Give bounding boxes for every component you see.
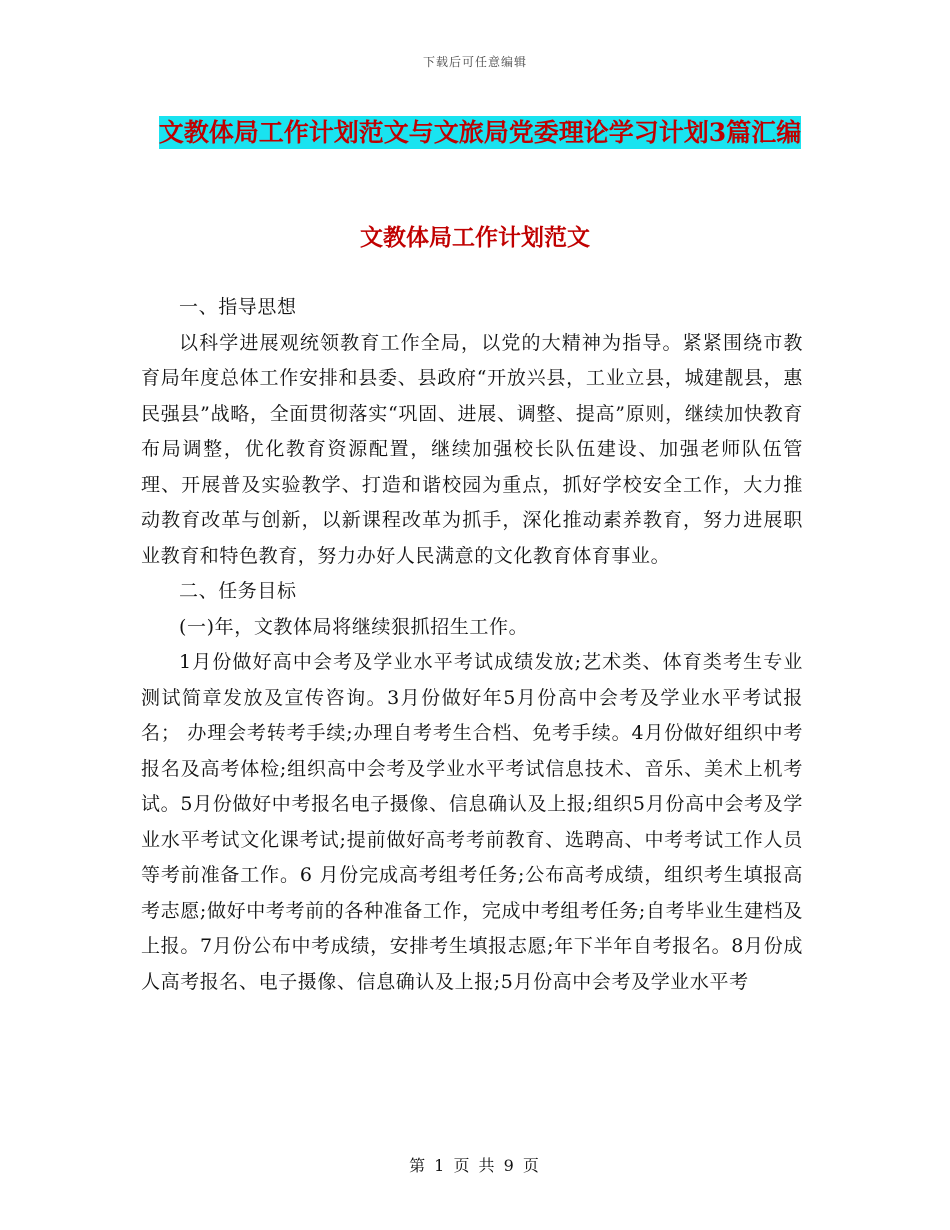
paragraph-heading-2: 二、任务目标 xyxy=(179,580,297,602)
page-header-note: 下载后可任意编辑 xyxy=(422,55,527,69)
section-title: 文教体局工作计划范文 xyxy=(360,224,590,251)
document-title xyxy=(150,108,810,158)
body-text xyxy=(141,290,803,1000)
paragraph: 以科学进展观统领教育工作全局，以党的大精神为指导。紧紧围绕市教育局年度总体工作安排和县委、县政府“开放兴县，工业立县，城建靓县，惠民强县”战略，全面贯彻落实“巩固、进展、调整、提高”原则，继续加快教育布局调整，优化教育资源配置，继续加强校长队伍建设、加强老师队伍管理、开展普及实验教学、打造和谐校园为重点，抓好学校安全工作，大力推动教育改革与创新，以新课程改革为抓手，深化推动素养教育，努力进展职业教育和特色教育，努力办好人民满意的文化教育体育事业。 xyxy=(141,331,803,567)
document-title-text: 文教体局工作计划范文与文旅局党委理论学习计划3篇汇编 xyxy=(158,118,802,147)
paragraph: (一)年，文教体局将继续狠抓招生工作。 xyxy=(179,615,529,638)
page-footer: 第 1 页 共 9 页 xyxy=(409,1156,541,1175)
paragraph: 1月份做好高中会考及学业水平考试成绩发放;艺术类、体育类考生专业测试简章发放及宣传咨询。3月份做好年5月份高中会考及学业水平考试报名； 办理会考转考手续;办理自考考生合档、免考手续。4月份做好组织中考报名及高考体检;组织高中会考及学业水平考试信息技术、音乐、美术上机考试。5月份做好中考报名电子摄像、信息确认及上报;组织5月份高中会考及学业水平考试文化课考试;提前做好高考考前教育、选聘高、中考考试工作人员等考前准备工作。6 月份完成高考组考任务;公布高考成绩，组织考生填报高考志愿;做好中考考前的各种准备工作，完成中考组考任务;自考毕业生建档及上报。7月份公布中考成绩，安排考生填报志愿;年下半年自考报名。8月份成人高考报名、电子摄像、信息确认及上报;5月份高中会考及学业水平考 xyxy=(141,651,803,993)
paragraph-heading-1: 一、指导思想 xyxy=(179,296,297,318)
